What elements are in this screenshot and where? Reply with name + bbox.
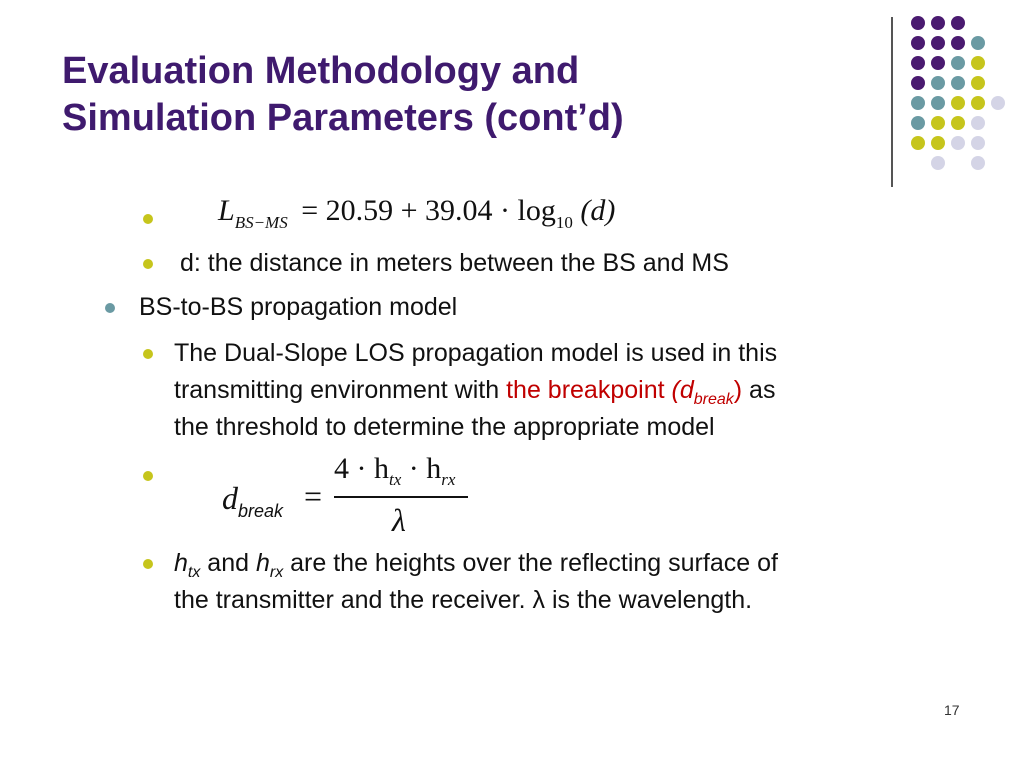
decor-dot — [951, 116, 965, 130]
distance-definition: d: the distance in meters between the BS and MS — [180, 249, 729, 277]
title-divider-line — [891, 17, 893, 187]
formula2-equals: = — [304, 478, 323, 514]
bullet-marker — [143, 214, 153, 224]
bullet-marker — [143, 259, 153, 269]
formula2-sub: break — [238, 501, 284, 521]
heights-line2: the transmitter and the receiver. λ is the wavelength. — [174, 586, 753, 614]
decor-dot — [931, 56, 945, 70]
breakpoint-highlight: the breakpoint — [506, 376, 672, 404]
formula2-num-tx: tx — [389, 470, 402, 489]
decor-dot — [931, 116, 945, 130]
bs-model-heading: BS-to-BS propagation model — [139, 293, 458, 321]
decor-dot — [931, 16, 945, 30]
decor-dot — [971, 56, 985, 70]
breakpoint-symbol: d — [679, 376, 694, 404]
heights-text: are the heights over the reflecting surface of — [283, 549, 778, 577]
formula-log-sub: 10 — [555, 213, 573, 232]
decor-dot — [911, 56, 925, 70]
decor-dot — [971, 96, 985, 110]
bullet-marker — [143, 349, 153, 359]
fraction-bar — [334, 496, 468, 498]
formula2-lhs — [222, 480, 283, 522]
bullet-marker — [105, 303, 115, 313]
decor-dot — [951, 96, 965, 110]
formula-lhs: L — [218, 194, 235, 227]
decor-dot — [931, 156, 945, 170]
formula-lhs-sub: BS−MS — [234, 213, 288, 232]
page-number: 17 — [944, 702, 960, 718]
bullet-marker — [143, 559, 153, 569]
pathloss-formula — [218, 194, 615, 233]
decor-dot — [911, 16, 925, 30]
formula-arg: (d) — [580, 194, 616, 227]
decor-dot — [971, 76, 985, 90]
breakpoint-subscript: break — [693, 391, 734, 408]
rx-subscript: rx — [269, 564, 284, 581]
h-symbol: h — [174, 549, 188, 577]
decor-dot — [911, 116, 925, 130]
formula-rhs: = 20.59 + 39.04 · log — [301, 194, 556, 227]
tx-subscript: tx — [187, 564, 201, 581]
h-symbol: h — [255, 549, 270, 577]
decor-dot — [911, 76, 925, 90]
dual-slope-line3: the threshold to determine the appropriate model — [174, 413, 715, 441]
decor-dot — [971, 36, 985, 50]
formula2-num-a: 4 · h — [334, 452, 389, 485]
dual-slope-text: as — [742, 376, 776, 404]
dual-slope-line1: The Dual-Slope LOS propagation model is used in this — [174, 339, 778, 367]
decor-dot — [951, 16, 965, 30]
breakpoint-paren: ( — [671, 376, 680, 404]
decor-dot — [931, 36, 945, 50]
formula2-num-rx: rx — [441, 470, 456, 489]
formula2-d: d — [222, 480, 238, 516]
decor-dot — [911, 36, 925, 50]
decor-dot — [931, 136, 945, 150]
dual-slope-text: transmitting environment with — [174, 376, 507, 404]
decor-dot — [931, 96, 945, 110]
decor-dot — [931, 76, 945, 90]
decor-dot — [951, 76, 965, 90]
decor-dot — [951, 136, 965, 150]
bullet-marker — [143, 471, 153, 481]
decor-dot — [971, 116, 985, 130]
heights-text: and — [200, 549, 256, 577]
breakpoint-paren: ) — [733, 376, 743, 404]
decor-dot — [971, 136, 985, 150]
formula2-denominator: λ — [392, 502, 406, 538]
formula2-num-b: · h — [401, 452, 442, 485]
formula2-numerator — [334, 452, 455, 490]
decor-dot — [911, 96, 925, 110]
decor-dot — [951, 36, 965, 50]
slide-title-line2: Simulation Parameters (cont’d) — [62, 97, 624, 139]
decor-dot — [951, 56, 965, 70]
decor-dot — [911, 136, 925, 150]
decor-dot — [991, 96, 1005, 110]
breakpoint-formula — [222, 452, 482, 542]
slide-title-line1: Evaluation Methodology and — [62, 50, 580, 92]
decor-dot — [971, 156, 985, 170]
slide-title — [62, 48, 624, 142]
